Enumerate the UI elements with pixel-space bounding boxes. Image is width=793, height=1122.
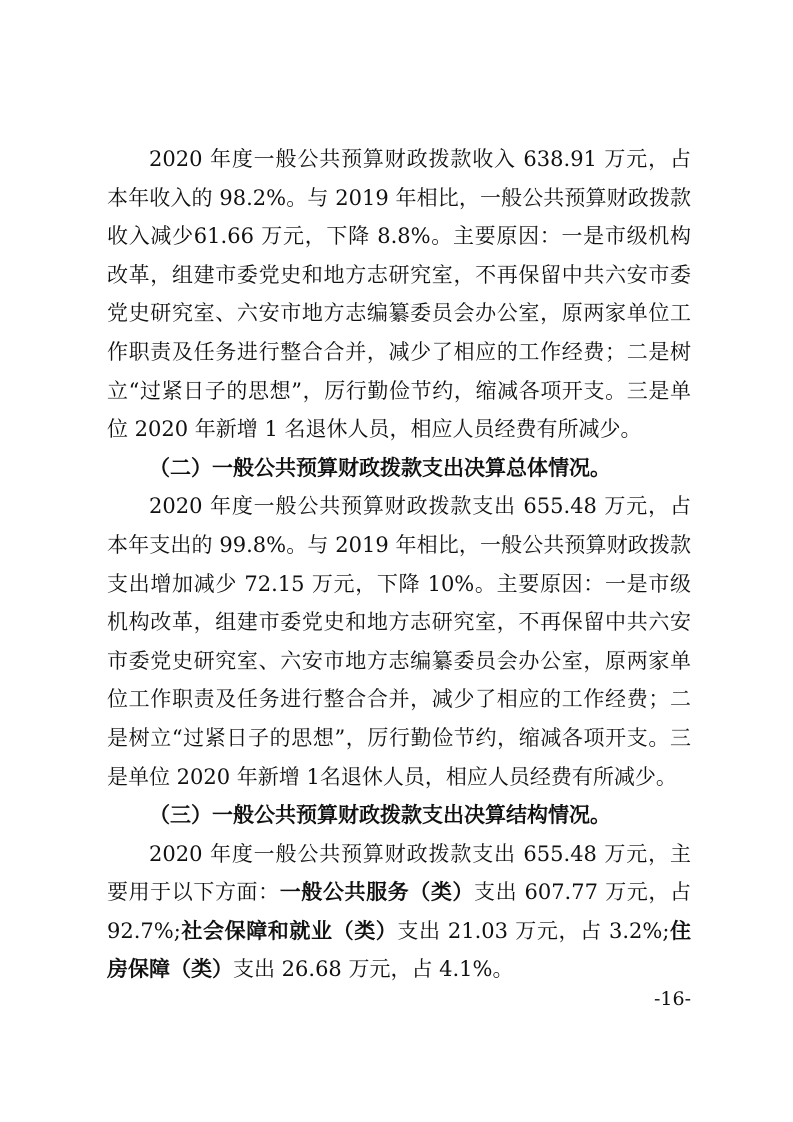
paragraph-income: 2020 年度一般公共预算财政拨款收入 638.91 万元，占本年收入的 98.2%。与 2019 年相比，一般公共预算财政拨款收入减少61.66 万元，下降 8.8%。主要原因：一是市级机构改革，组建市委党史和地方志研究室，不再保留中共六安市委党史研究室、六安市地方志编纂委员会办公室，原两家单位工作职责及任务进行整合合并，减少了相应的工作经费；二是树立“过紧日子的思想”，厉行勤俭节约，缩减各项开支。三是单位 2020 年新增 1 名退休人员，相应人员经费有所减少。 (107, 147, 691, 442)
document-body (107, 140, 691, 989)
category-social-security: 社会保障和就业（类） (180, 918, 398, 943)
paragraph-expenditure-structure (107, 835, 691, 989)
page-number: -16- (653, 988, 691, 1010)
category-housing-amount: 支出 26.68 万元，占 4.1%。 (233, 957, 514, 982)
paragraph-expenditure-overall: 2020 年度一般公共预算财政拨款支出 655.48 万元，占本年支出的 99.8%。与 2019 年相比，一般公共预算财政拨款支出增加减少 72.15 万元，下降 10%。主要原因：一是市级机构改革，组建市委党史和地方志研究室，不再保留中共六安市委党史研究室、六安市地方志编纂委员会办公室，原两家单位工作职责及任务进行整合合并，减少了相应的工作经费；二是树立“过紧日子的思想”，厉行勤俭节约，缩减各项开支。三是单位 2020 年新增 1名退休人员，相应人员经费有所减少。 (107, 494, 691, 789)
section-heading-expenditure-structure: （三）一般公共预算财政拨款支出决算结构情况。 (149, 803, 611, 828)
category-housing: 住房保障（类） (107, 918, 692, 982)
category-general-public-services-amount: 支出 607.77 万元，占 92.7%; (107, 880, 691, 943)
category-general-public-services: 一般公共服务（类） (279, 880, 475, 905)
structure-intro: 2020 年度一般公共预算财政拨款支出 655.48 万元，主要用于以下方面： (107, 841, 691, 905)
section-heading-expenditure-overall: （二）一般公共预算财政拨款支出决算总体情况。 (149, 455, 611, 480)
category-social-security-amount: 支出 21.03 万元，占 3.2%; (397, 918, 670, 943)
